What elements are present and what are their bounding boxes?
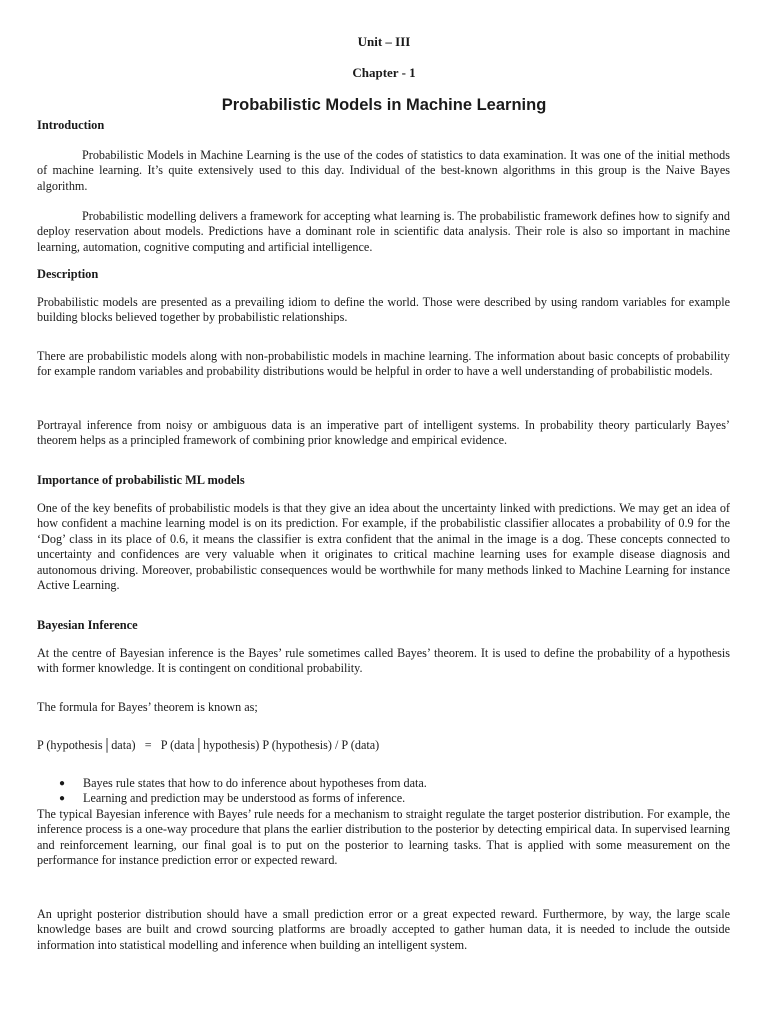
- bullet-icon: ●: [59, 793, 66, 805]
- heading-importance: Importance of probabilistic ML models: [37, 473, 245, 487]
- bullet-icon: ●: [59, 778, 66, 789]
- paragraph-introduction-1: Probabilistic Models in Machine Learning is the use of the codes of statistics to data examination. It was one of the initial methods of machine learning. It’s quite extensively used to this day. Individual of the best-known algorithms in this group is the Naive Bayes algorithm.: [37, 148, 730, 193]
- paragraph-description-2: There are probabilistic models along with non-probabilistic models in machine learning. The information about basic concepts of probability for example random variables and probability distributions would be helpful in order to have a well understanding of probabilistic models.: [37, 349, 730, 379]
- list-item-text: Bayes rule states that how to do inference about hypotheses from data.: [83, 776, 427, 790]
- chapter-label: Chapter - 1: [352, 65, 416, 80]
- paragraph-bayesian-4: An upright posterior distribution should have a small prediction error or a great expected reward. Furthermore, by way, the large scale knowledge bases are built and crowd sourcing platforms are broadly accepted to gather human data, it is needed to include the outside information into statistical modelling and inference when building an intelligent system.: [37, 907, 730, 952]
- paragraph-importance-1: One of the key benefits of probabilistic models is that they give an idea about the uncertainty linked with predictions. We may get an idea of how confident a machine learning model is on its prediction. For example, if the probabilistic classifier allocates a probability of 0.9 for the ‘Dog’ class in its place of 0.6, it means the classifier is extra confident that the animal in the image is a dog. These concepts connected to uncertainty and confidences are very valuable when it originates to critical machine learning uses for example disease diagnosis and autonomous driving. Moreover, probabilistic consequences would be worthwhile for many methods linked to Machine Learning for instance Active Learning.: [37, 501, 730, 593]
- unit-label: Unit – III: [357, 34, 411, 49]
- paragraph-bayesian-2: The formula for Bayes’ theorem is known as;: [37, 700, 258, 714]
- paragraph-introduction-2: Probabilistic modelling delivers a framework for accepting what learning is. The probabilistic framework defines how to signify and deploy reservation about models. Predictions have a dominant role in scientific data analysis. Their role is also so important in machine learning, automation, cognitive computing and artificial intelligence.: [37, 209, 730, 254]
- heading-description: Description: [37, 267, 99, 281]
- page-title: Probabilistic Models in Machine Learning: [221, 96, 547, 114]
- paragraph-description-1: Probabilistic models are presented as a prevailing idiom to define the world. Those were described by using random variables for example building blocks believed together by probabilistic relationships.: [37, 295, 730, 325]
- heading-bayesian-inference: Bayesian Inference: [37, 618, 138, 632]
- list-item-text: Learning and prediction may be understood as forms of inference.: [83, 791, 406, 806]
- bayes-bullet-list: [37, 776, 730, 807]
- bayes-formula: P (hypothesis│data) = P (data│hypothesis) P (hypothesis) / P (data): [37, 738, 380, 752]
- paragraph-bayesian-1: At the centre of Bayesian inference is the Bayes’ rule sometimes called Bayes’ theorem. It is used to define the probability of a hypothesis with former knowledge. It is contingent on conditional probability.: [37, 646, 730, 676]
- heading-introduction: Introduction: [37, 118, 105, 132]
- list-item: [37, 776, 730, 791]
- list-item: [37, 791, 730, 806]
- paragraph-bayesian-3: The typical Bayesian inference with Bayes’ rule needs for a mechanism to straight regulate the target posterior distribution. For example, the inference process is a one-way procedure that plans the earlier distribution to the posterior by detecting empirical data. In supervised learning and reinforcement learning, our final goal is to put on the posterior to learning tasks. That is applied with some measurement on the performance for instance prediction error or expected reward.: [37, 807, 730, 868]
- paragraph-description-3: Portrayal inference from noisy or ambiguous data is an imperative part of intelligent systems. In probability theory particularly Bayes’ theorem helps as a principled framework of combining prior knowledge and empirical evidence.: [37, 418, 730, 448]
